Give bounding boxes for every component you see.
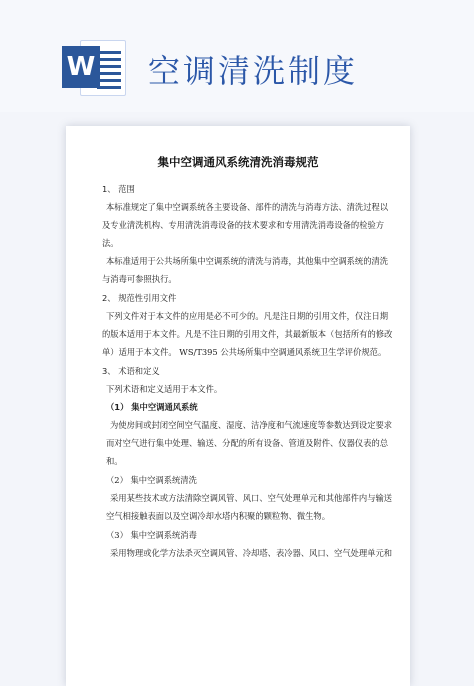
- paragraph-line: 下列文件对于本文件的应用是必不可少的。凡是注日期的引用文件，仅注日期: [106, 311, 389, 321]
- section-heading: 2、 规范性引用文件: [102, 293, 177, 303]
- paragraph-line: 为使房间或封闭空间空气温度、湿度、洁净度和气流速度等参数达到设定要求: [110, 420, 393, 430]
- section-heading: 3、 术语和定义: [102, 366, 160, 376]
- paragraph-line: 单）适用于本文件。 WS/T395 公共场所集中空调通风系统卫生学评价规范。: [102, 347, 387, 357]
- term-heading: （1） 集中空调通风系统: [106, 402, 198, 412]
- term-heading: （3） 集中空调系统消毒: [106, 530, 197, 540]
- paragraph-line: 而对空气进行集中处理、输送、分配的所有设备、管道及附件、仪器仪表的总: [106, 438, 389, 448]
- paragraph-line: 本标准规定了集中空调系统各主要设备、部件的清洗与消毒方法、清洗过程以: [106, 202, 389, 212]
- paragraph-line: 采用物理或化学方法杀灭空调风管、冷却塔、表冷器、风口、空气处理单元和: [110, 548, 393, 558]
- word-document-icon: [62, 40, 126, 94]
- paragraph-line: 本标准适用于公共场所集中空调系统的清洗与消毒，其他集中空调系统的清洗: [106, 256, 389, 266]
- paragraph-line: 与消毒可参照执行。: [102, 274, 177, 284]
- header-banner: [0, 0, 474, 112]
- paragraph-line: 法。: [102, 238, 119, 248]
- paragraph-line: 和。: [106, 456, 123, 466]
- word-badge: W: [62, 46, 100, 88]
- document-page: [66, 126, 410, 686]
- paragraph-line: 及专业清洗机构、专用清洗消毒设备的技术要求和专用清洗消毒设备的检验方: [102, 220, 385, 230]
- paragraph-line: 的版本适用于本文件。凡是不注日期的引用文件，其最新版本（包括所有的修改: [102, 329, 393, 339]
- section-heading: 1、 范围: [102, 184, 135, 194]
- paragraph-line: 下列术语和定义适用于本文件。: [106, 384, 223, 394]
- paragraph-line: 采用某些技术或方法清除空调风管、风口、空气处理单元和其他部件内与输送: [110, 493, 393, 503]
- paragraph-line: 空气相接触表面以及空调冷却水塔内积聚的颗粒物、微生物。: [106, 511, 331, 521]
- page-title: 空调清洗制度: [148, 52, 359, 90]
- term-heading: （2） 集中空调系统清洗: [106, 475, 197, 485]
- document-title: 集中空调通风系统清洗消毒规范: [157, 155, 319, 169]
